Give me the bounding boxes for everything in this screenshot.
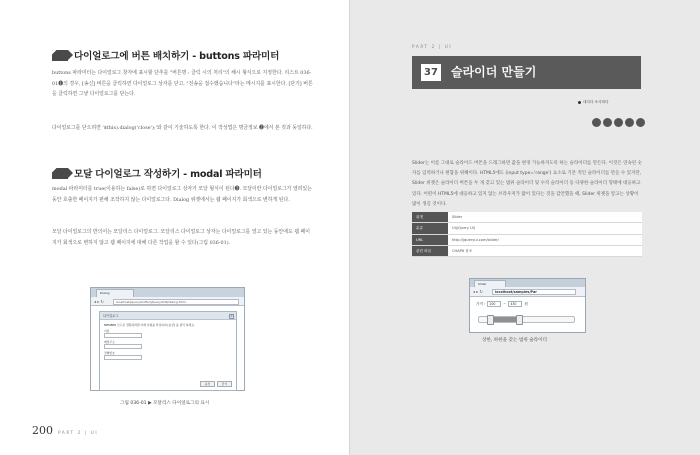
nav-arrows-icon: ◂ ▸ ↻: [94, 299, 104, 304]
info-value: Slider: [448, 212, 642, 222]
dialog-title-text: 다이얼로그: [103, 314, 119, 318]
info-row: [412, 212, 642, 223]
unit-label: 원: [524, 301, 528, 306]
opera-icon: [636, 118, 645, 127]
right-part-label: PART 2 | UI: [412, 44, 453, 49]
dialog-title: [100, 312, 236, 320]
browser-viewport: [470, 297, 585, 332]
min-value-field: 100: [487, 301, 501, 307]
chrome-icon: [614, 118, 623, 127]
browser-tabbar: [470, 279, 585, 287]
slider-handle-max: [516, 315, 523, 325]
browser-tabbar: [91, 288, 244, 297]
field-input-email: [104, 344, 142, 349]
browser-address-bar: [91, 297, 244, 306]
browser-tab: Slider: [474, 280, 506, 287]
slider-handle-min: [487, 315, 494, 325]
info-table: [412, 212, 642, 257]
modal-dialog: [99, 311, 237, 391]
slider-screenshot: [469, 278, 586, 333]
info-value: http://jqueryui.com/slider/: [448, 235, 642, 245]
info-key: 관련 파일: [412, 246, 448, 256]
folio: [32, 424, 98, 437]
safari-icon: [625, 118, 634, 127]
page-number: 200: [32, 424, 53, 437]
info-key: URL: [412, 235, 448, 245]
browser-support-icons: [592, 118, 645, 127]
browser-url: localhost/samples/Par: [492, 289, 576, 295]
browser-tab: Dialog: [96, 289, 134, 297]
section1-title: 다이얼로그에 버튼 배치하기 - buttons 파라미터: [74, 51, 280, 62]
slider-description: Slider는 이름 그대로 슬라이드 버튼을 드래그하면 값을 변경 가능하지도록 하는 슬라이더를 만든다. 이것은 연속된 숫자를 입력하거나 편함을 위해이다. HTML5에도 (input type='range') 요소로 기본 적인 슬라이더를 만들 수 있지만, Slider 위젯은 슬라이더 버튼을 두 개 갖고 있는 범위 슬라이더 및 수직 슬라이더 등 다양한 슬라이더 형태에 대응하고 있다. 어떤이 HTML5에 대응하고 있지 않는 브라우저가 많이 있다는 것을 감안했을 때, Slider 위젯을 알고는 상황이 많이 생길 것이다.: [412, 161, 642, 207]
field-label-email: 메일주소: [104, 340, 115, 344]
info-key: 위젯: [412, 212, 448, 222]
dialog-screenshot: [90, 287, 245, 391]
firefox-icon: [603, 118, 612, 127]
slider-track: [478, 316, 575, 323]
difficulty: [578, 100, 608, 105]
difficulty-text: 대다다 조사하다: [583, 100, 609, 104]
info-row: [412, 235, 642, 246]
section2-paragraph-2: 모달 다이얼로그의 반의어는 모달리스 다이얼로그. 모달리스 다이얼로그 상자는 다이얼로그를 열고 있는 동안에도 웹 페이지가 회색으로 변하지 않고 웹 페이지에 대해 다른 작업을 할 수 있다(그림 036-01).: [52, 229, 310, 246]
section-number: 37: [421, 64, 441, 81]
close-icon: ×: [230, 313, 233, 318]
ie-icon: [592, 118, 601, 127]
info-key: 분류: [412, 223, 448, 233]
slider-caption: 상한, 하한을 갖는 범위 슬라이더: [482, 338, 547, 343]
browser-address-bar: [470, 287, 585, 297]
part-label: PART 2 | UI: [58, 430, 99, 435]
section2-title: 모달 다이얼로그 작성하기 - modal 파라미터: [74, 169, 262, 180]
field-label-phone: 전화번호: [104, 351, 115, 355]
field-label-name: 이름: [104, 329, 110, 333]
section1-paragraph-1: buttons 파라미터는 다이얼로그 창자에 표시할 단추를 "버튼명 : 클릭 시의 처리"의 해시 형식으로 지정한다. 리스트 036-01❶의 경우, [송신] 버튼을 클릭하면 다이얼로그 상자를 닫고, "전송을 접수했습니다"라는 메시지를 표시한다. [닫기] 버튼을 클릭하면 그냥 다이얼로그를 닫는다.: [52, 70, 313, 98]
browser-url: localhost/jquery/buffer/jQuery/036/dialog.html: [113, 299, 239, 305]
section-title-bar: [412, 56, 641, 89]
arrow-icon: [52, 168, 68, 179]
section1-heading: [52, 48, 279, 62]
dialog-buttons: [200, 381, 232, 387]
info-row: [412, 223, 642, 234]
section2-paragraph-1: modal 파라미터를 true(이용하는 false)로 하면 다이얼로그 상자가 모달 형식이 된다❸. 모달이란 다이얼로그가 열려있는 동안 호출한 페이지가 편해 조작하지 않는 다이얼로그다. Dialog 위젯에서는 웹 페이지가 회색으로 변하게 된다.: [52, 186, 312, 203]
arrow-icon: [52, 50, 68, 61]
info-value: CHAP6 참조: [448, 246, 642, 256]
send-button: 송신: [200, 381, 215, 387]
field-input-name: [104, 333, 142, 338]
max-value-field: 430: [508, 301, 522, 307]
browser-viewport: [91, 306, 244, 390]
nav-arrows-icon: ◂ ▸ ↻: [473, 289, 483, 294]
price-label: 가격 :: [476, 301, 486, 306]
field-input-phone: [104, 355, 142, 360]
range-separator: ~: [503, 302, 507, 306]
info-row: [412, 246, 642, 257]
figure-caption: 그림 036-01 ▶ 모달리스 다이얼로그의 표시: [120, 401, 210, 406]
dialog-text: MEMBER 모드로 전환하려면 아래 사항을 작성하여 [송신] 을 클릭 하세요.: [104, 323, 195, 327]
close-button: 닫기: [217, 381, 232, 387]
section2-heading: [52, 166, 262, 180]
section-title: 슬라이더 만들기: [451, 65, 537, 79]
section1-paragraph-2: 다이얼로그를 닫으려면 '$this).dialog('close');'와 같이 기술하도록 한다. 이 작성법은 명금정보 ❷에서 본 것과 동일하다.: [52, 125, 313, 131]
bullet-icon: [578, 101, 581, 104]
info-value: UI(jQuery UI): [448, 223, 642, 233]
price-row: [476, 301, 528, 307]
